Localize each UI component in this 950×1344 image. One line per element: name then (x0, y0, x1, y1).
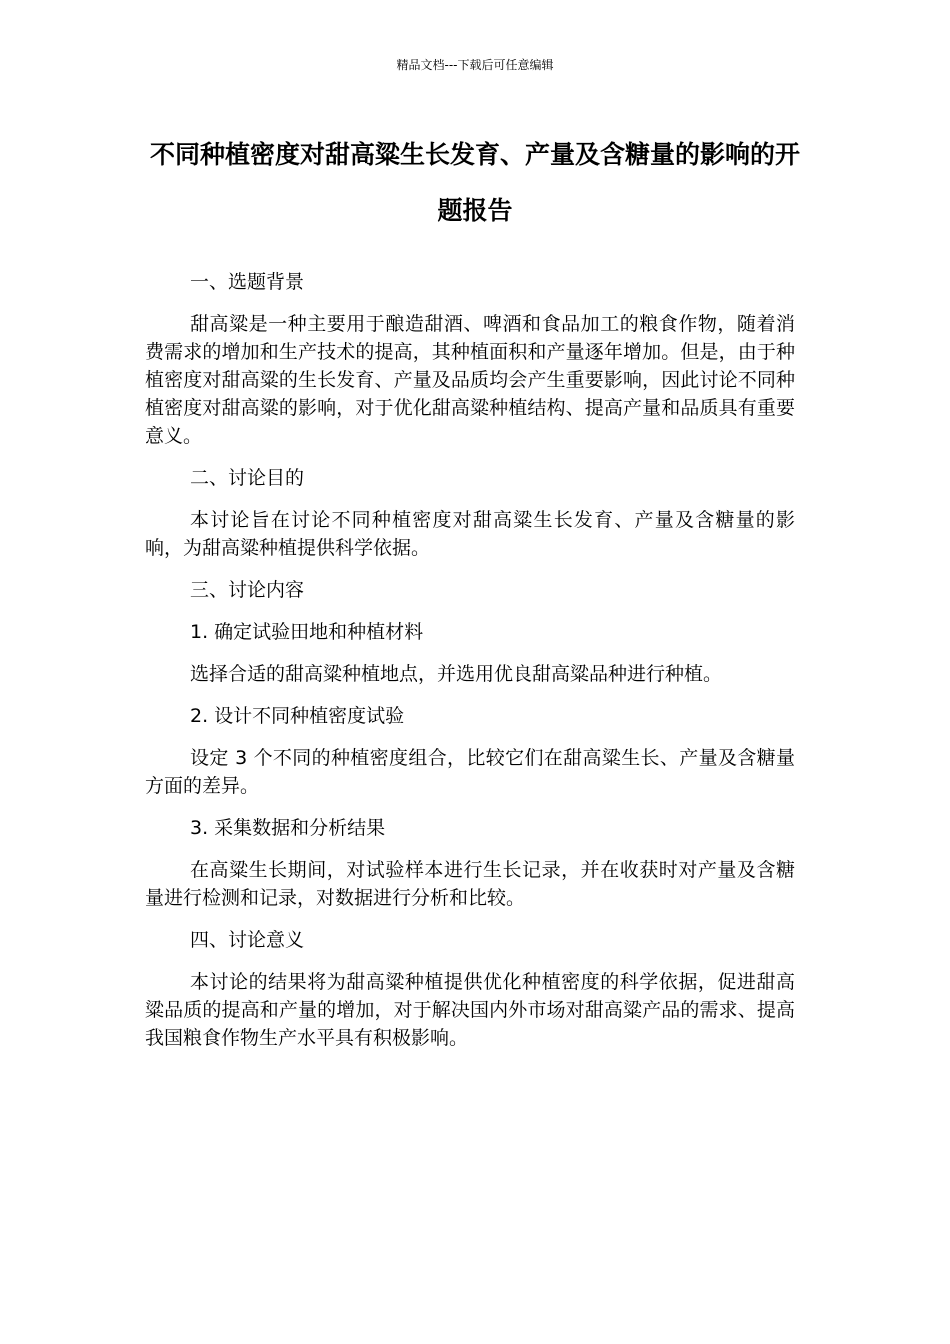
section-heading-significance: 四、讨论意义 (190, 929, 305, 951)
paragraph-3: 在高粱生长期间，对试验样本进行生长记录，并在收获时对产量及含糖量进行检测和记录，对数据进行分析和比较。 (145, 859, 795, 909)
section-heading-background: 一、选题背景 (190, 271, 305, 293)
paragraph-1: 选择合适的甜高粱种植地点，并选用优良甜高粱品种进行种植。 (190, 663, 723, 685)
paragraph-background: 甜高粱是一种主要用于酿造甜酒、啤酒和食品加工的粮食作物，随着消费需求的增加和生产技术的提高，其种植面积和产量逐年增加。但是，由于种植密度对甜高粱的生长发育、产量及品质均会产生重要影响，因此讨论不同种植密度对甜高粱的影响，对于优化甜高粱种植结构、提高产量和品质具有重要意义。 (145, 313, 795, 447)
section-heading-purpose: 二、讨论目的 (190, 467, 305, 489)
paragraph-2: 设定 3 个不同的种植密度组合，比较它们在甜高粱生长、产量及含糖量方面的差异。 (145, 747, 795, 797)
paragraph-significance: 本讨论的结果将为甜高粱种植提供优化种植密度的科学依据，促进甜高粱品质的提高和产量的增加，对于解决国内外市场对甜高粱产品的需求、提高我国粮食作物生产水平具有积极影响。 (145, 971, 795, 1049)
paragraph-purpose: 本讨论旨在讨论不同种植密度对甜高粱生长发育、产量及含糖量的影响，为甜高粱种植提供科学依据。 (145, 509, 795, 559)
subheading-3: 3. 采集数据和分析结果 (190, 817, 386, 839)
document-title: 不同种植密度对甜高粱生长发育、产量及含糖量的影响的开题报告 (149, 140, 800, 225)
section-heading-content: 三、讨论内容 (190, 579, 305, 601)
subheading-2: 2. 设计不同种植密度试验 (190, 705, 405, 727)
subheading-1: 1. 确定试验田地和种植材料 (190, 621, 424, 643)
document-body (145, 268, 795, 1066)
page-header-note: 精品文档---下载后可任意编辑 (396, 58, 554, 72)
